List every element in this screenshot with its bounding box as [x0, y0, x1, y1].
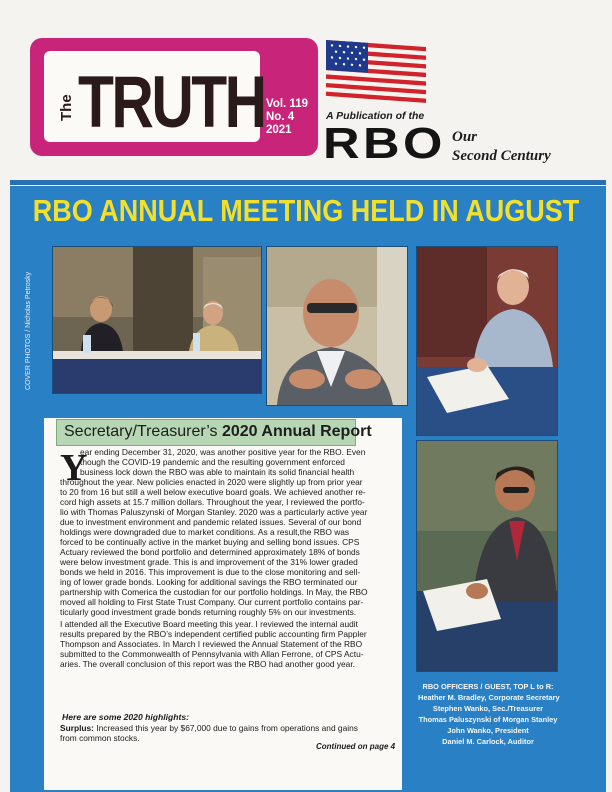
masthead-banner: [30, 38, 318, 156]
masthead-title-box: [44, 51, 265, 143]
surplus-line-2: from common stocks.: [60, 733, 140, 743]
report-line: ing of lower grade bonds. Looking for additional savings the RBO terminated our: [60, 577, 358, 587]
report-dropcap: Y: [60, 447, 88, 489]
report-line: results prepared by the RBO’s independent certified public accounting firm Pappler: [60, 629, 367, 639]
report-line: aries. The overall conclusion of this report was the RBO had another good year.: [60, 659, 355, 669]
org-name: RBO: [323, 119, 446, 168]
caption-name: Thomas Paluszynski of Morgan Stanley: [418, 715, 558, 724]
masthead-title: TRUTH: [78, 60, 265, 143]
issue-number: No. 4: [266, 111, 295, 123]
caption-name: Stephen Wanko, Sec./Treasurer: [432, 704, 544, 713]
report-line: cord high assets at 15.7 million dollars. Throughout the year, I reviewed the portfo-: [60, 497, 365, 507]
surplus-label: Surplus:: [60, 723, 94, 733]
issue-year: 2021: [266, 124, 292, 136]
report-title: [64, 423, 372, 441]
report-line: ear ending December 31, 2020, was another positive year for the RBO. Even: [80, 447, 366, 457]
photo-credit: COVER PHOTOS / Nicholas Petrosky: [25, 271, 32, 390]
photo-reading-guest: [416, 246, 558, 436]
photo-meeting-table: [52, 246, 262, 394]
continued-note: Continued on page 4: [316, 742, 396, 751]
volume: Vol. 119: [266, 98, 308, 110]
caption-name: John Wanko, President: [447, 726, 529, 735]
caption-heading: RBO OFFICERS / GUEST, TOP L to R:: [422, 682, 554, 691]
report-line: submitted to the Commonwealth of Pennsylvania with Allan Ferrone, of CPS Actu-: [60, 649, 364, 659]
surplus-text: Increased this year by $67,000 due to gains from operations and gains: [93, 723, 358, 733]
american-flag-icon: [326, 40, 426, 106]
report-line: bonds we held in 2016. This improvement is due to the close monitoring and sell-: [60, 567, 361, 577]
masthead-the: The: [58, 94, 75, 121]
officers-caption: [418, 682, 558, 754]
report-title-bold: 2020 Annual Report: [221, 423, 372, 440]
report-line: throughout the year. New policies enacted in 2020 were slightly up from prior year: [60, 477, 363, 487]
report-line: forced to be continually active in the market buying and selling bond issues. CPS: [60, 537, 360, 547]
publication-of: A Publication of the: [326, 110, 425, 122]
report-title-plain: Secretary/Treasurer’s: [64, 423, 222, 440]
report-line: ticularly good investment grade bonds returning roughly 5% on our investments.: [60, 607, 357, 617]
highlights-heading: Here are some 2020 highlights:: [62, 712, 190, 722]
photo-officer-reading: [416, 440, 558, 672]
report-line: business lock down the RBO was able to maintain its solid financial health: [80, 467, 355, 477]
report-line: to 20 from 16 but still a well below executive board goals. We achieved another re-: [60, 487, 366, 497]
caption-name: Daniel M. Carlock, Auditor: [442, 737, 534, 746]
report-line: Thompson and Associates. In March I reviewed the Annual Statement of the RBO: [60, 639, 363, 649]
tagline-second-century: Second Century: [452, 148, 551, 164]
tagline-our: Our: [452, 129, 478, 145]
photo-secretary-treasurer: [266, 246, 408, 406]
caption-name: Heather M. Bradley, Corporate Secretary: [418, 693, 560, 702]
issue-info: [266, 98, 308, 137]
surplus-line: [60, 723, 400, 733]
report-line: moved all holding to First State Trust Company. Our current portfolio contains par-: [60, 597, 364, 607]
report-line: lio with Thomas Paluszynski of Morgan Stanley. 2020 was a particularly active year: [60, 507, 368, 517]
report-line: due to investment environment and pandemic related issues. Several of our bond: [60, 517, 362, 527]
report-line: Actuary reviewed the bond portfolio and determined approximately 18% of bonds: [60, 547, 360, 557]
report-line: were below investment grade. This is and improvement of the 31% lower graded: [60, 557, 358, 567]
header-divider: [10, 180, 606, 185]
report-line: I attended all the Executive Board meeting this year. I reviewed the internal audit: [60, 619, 358, 629]
report-line: partnership with Comerica the custodian for our portfolio holdings. In May, the RBO: [60, 587, 368, 597]
report-line: though the COVID-19 pandemic and the resulting government enforced: [80, 457, 345, 467]
report-line: holdings were downgraded due to market conditions. As a result,the RBO was: [60, 527, 350, 537]
headline: RBO ANNUAL MEETING HELD IN AUGUST: [32, 194, 580, 228]
